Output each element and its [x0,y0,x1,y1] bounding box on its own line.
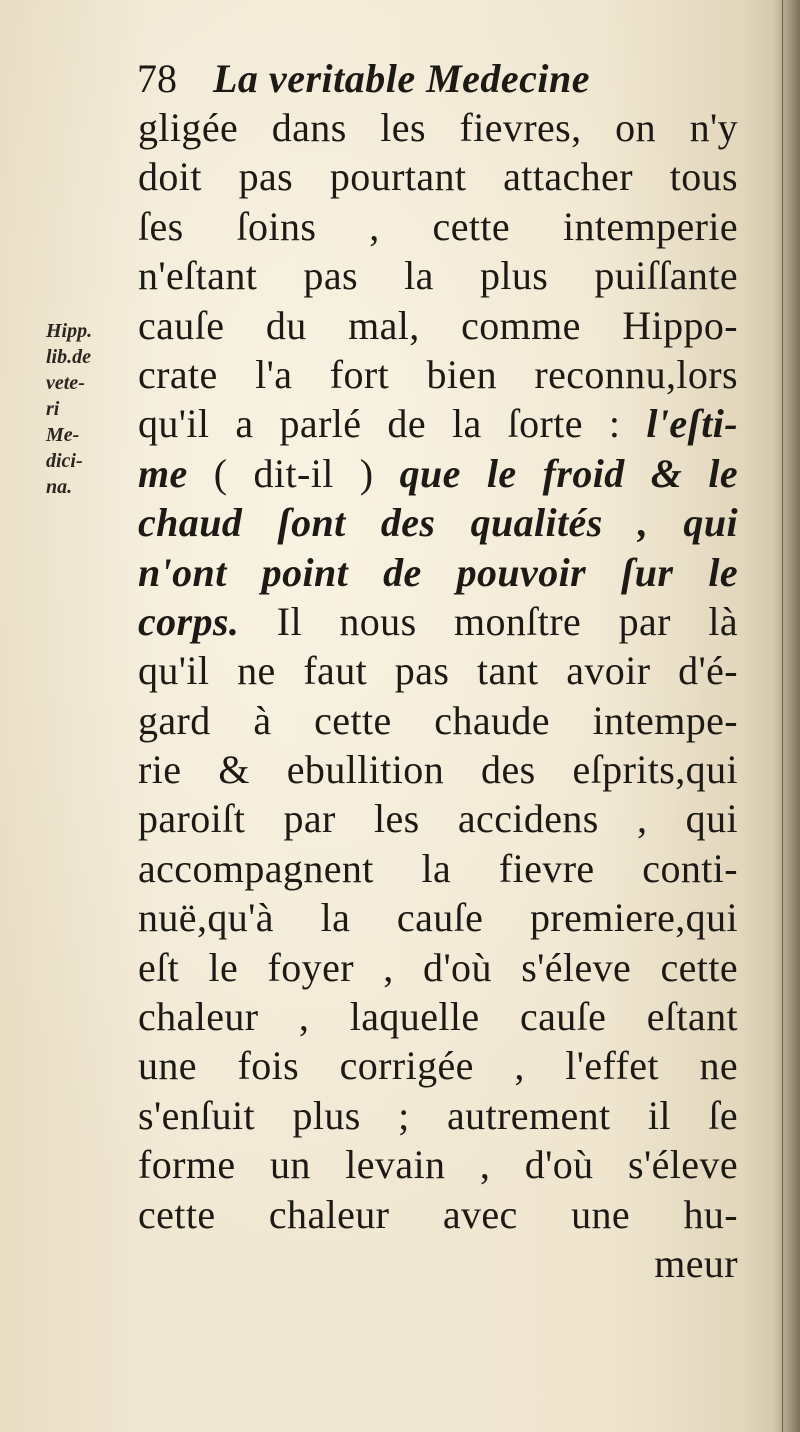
marginal-note-line: ri [46,398,60,420]
text-line [138,399,738,448]
marginal-note-line: na. [46,476,73,498]
text-line [138,251,738,300]
italic-text-segment: l'eſti- [646,401,738,447]
italic-text-segment: corps. [138,598,240,644]
text-line [138,745,738,794]
text-segment: ſes ſoins , cette intemperie [138,203,738,249]
marginal-note-line: Me- [46,424,80,446]
text-segment: crate l'a fort bien reconnu,lors [138,351,738,397]
body-text [138,103,738,1288]
italic-text-segment: chaud ſont des qualités , qui [138,500,738,546]
text-line [138,1140,738,1189]
text-line [138,1041,738,1090]
text-line [138,943,738,992]
text-segment: chaleur , laquelle cauſe eſtant [138,994,738,1040]
text-segment: cauſe du mal, comme Hippo- [138,302,738,348]
text-line [138,548,738,597]
text-line [138,1239,738,1288]
marginal-note-line: dici- [46,450,83,472]
text-line [138,301,738,350]
text-segment: eſt le foyer , d'où s'éleve cette [138,944,738,990]
text-line [138,844,738,893]
running-title: La veritable Medecine [213,56,591,101]
marginal-note [46,318,126,500]
text-segment: Il nous monſtre par là [239,598,738,644]
text-segment: accompagnent la fievre conti- [138,845,738,891]
text-segment: qu'il a parlé de la ſorte : [138,401,647,447]
text-line [138,893,738,942]
text-line [138,1190,738,1239]
text-segment: ( dit-il ) [187,450,400,496]
text-segment: une fois corrigée , l'effet ne [138,1043,738,1089]
page-number: 78 [137,56,177,101]
text-line [138,202,738,251]
text-segment: paroiſt par les accidens , qui [138,796,738,842]
text-segment: s'enſuit plus ; autrement il ſe [138,1092,738,1138]
text-line [138,1091,738,1140]
text-line [138,152,738,201]
text-line [138,449,738,498]
text-segment: meur [654,1240,738,1286]
text-segment: forme un levain , d'où s'éleve [138,1142,738,1188]
italic-text-segment: me [138,450,188,496]
text-line [138,498,738,547]
text-line [138,350,738,399]
text-segment: n'eſtant pas la plus puiſſante [138,253,738,299]
page-gutter-edge [774,0,800,1432]
text-segment: cette chaleur avec une hu- [138,1191,738,1237]
text-segment: gard à cette chaude intempe- [138,697,738,743]
text-line [138,646,738,695]
text-line [138,992,738,1041]
text-line [138,597,738,646]
italic-text-segment: que le froid & le [399,450,738,496]
italic-text-segment: n'ont point de pouvoir ſur le [138,549,738,595]
marginal-note-line: Hipp. [46,320,93,342]
text-line [138,794,738,843]
text-segment: doit pas pourtant attacher tous [138,154,738,200]
text-line [138,103,738,152]
page-header [137,52,737,106]
text-segment: gligée dans les fievres, on n'y [138,105,738,150]
text-segment: rie & ebullition des eſprits,qui [138,747,738,793]
marginal-note-line: lib.de [46,346,91,368]
text-line [138,696,738,745]
text-segment: qu'il ne faut pas tant avoir d'é- [138,648,738,694]
marginal-note-line: vete- [46,372,85,394]
text-segment: nuë,qu'à la cauſe premiere,qui [138,895,738,941]
